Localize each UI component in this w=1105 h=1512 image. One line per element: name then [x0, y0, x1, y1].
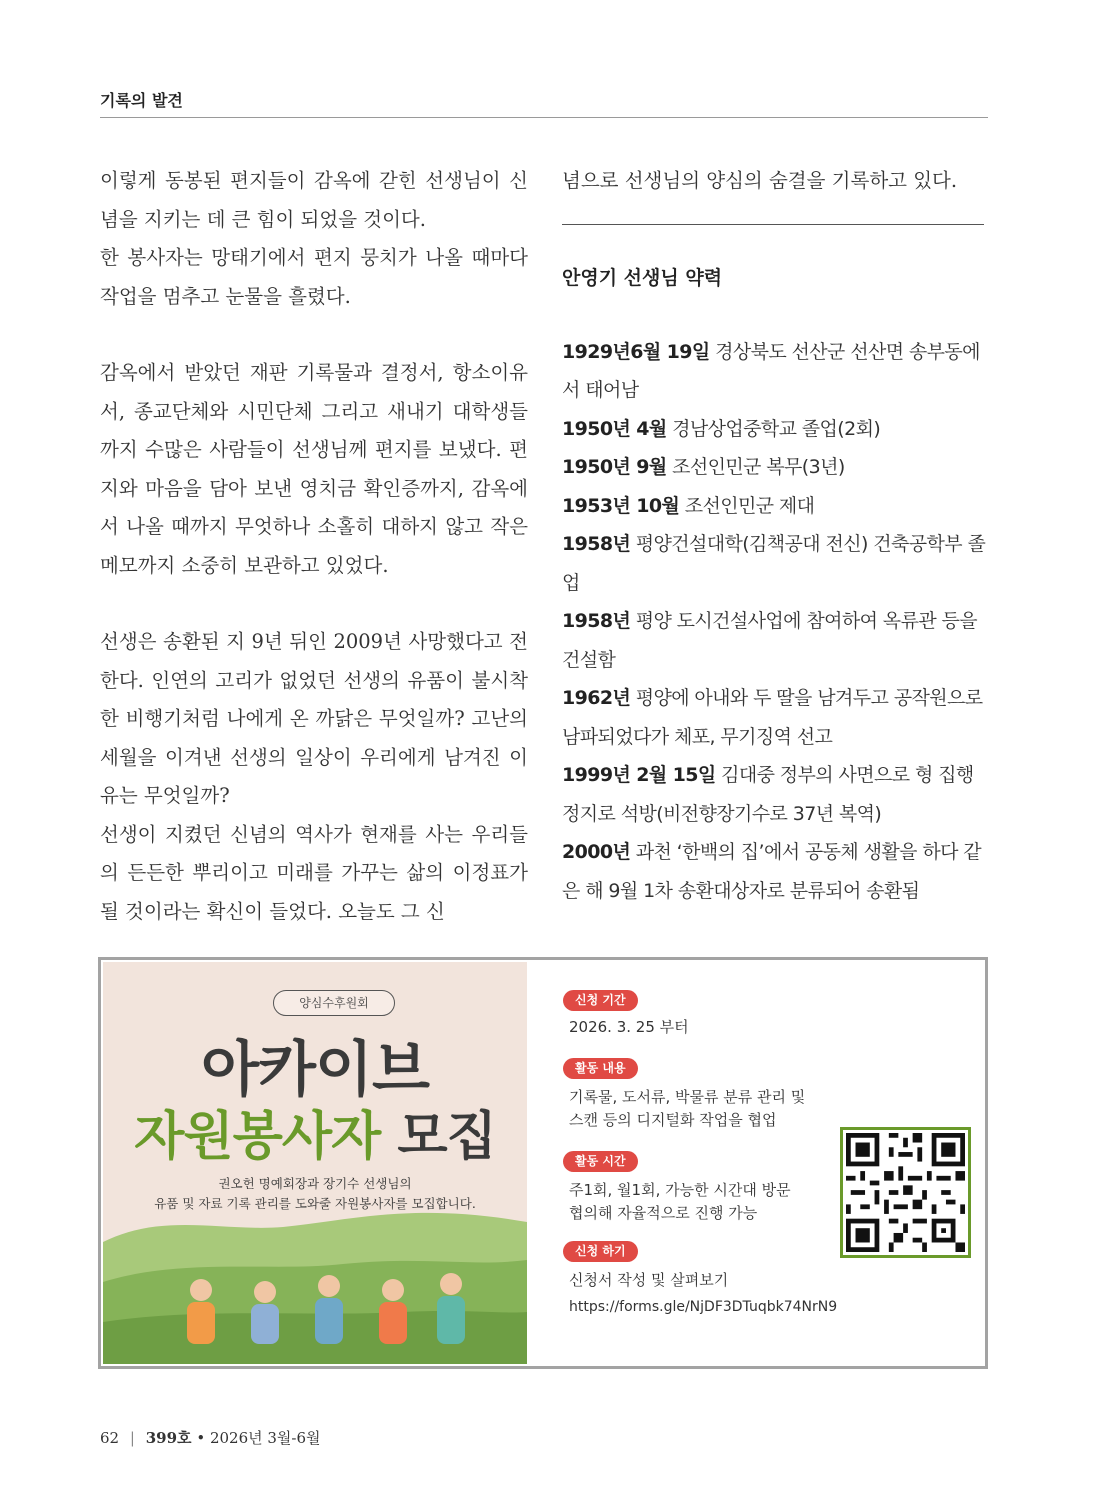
- label-activity-content: 활동 내용: [563, 1058, 638, 1079]
- paragraph: 선생이 지켰던 신념의 역사가 현재를 사는 우리들의 든든한 뿌리이고 미래를 가꾸는 삶의 이정표가 될 것이라는 확신이 들었다. 오늘도 그 신: [100, 822, 528, 923]
- label-apply: 신청 하기: [563, 1241, 638, 1262]
- banner-title: 아카이브: [201, 1035, 429, 1105]
- bio-item: 1953년 10월 조선인민군 제대: [562, 494, 815, 517]
- left-column: [100, 162, 528, 931]
- paragraph-continuation: 념으로 선생님의 양심의 숨결을 기록하고 있다.: [562, 169, 958, 192]
- right-column: [562, 162, 988, 910]
- paragraph: 이렇게 동봉된 편지들이 감옥에 갇힌 선생님이 신념을 지키는 데 큰 힘이 되었을 것이다.: [100, 169, 528, 231]
- bio-item: 1950년 4월 경남상업중학교 졸업(2회): [562, 417, 881, 440]
- bio-list: [562, 333, 988, 911]
- bio-item: 1999년 2월 15일 김대중 정부의 사면으로 형 집행정지로 석방(비전향장기수로 37년 복역): [562, 764, 974, 825]
- label-activity-time: 활동 시간: [563, 1151, 638, 1172]
- qr-code[interactable]: [840, 1127, 971, 1258]
- bio-item: 1958년 평양건설대학(김책공대 전신) 건축공학부 졸업: [562, 533, 986, 594]
- bio-item: 1958년 평양 도시건설사업에 참여하여 옥류관 등을 건설함: [562, 610, 978, 671]
- section-divider: [562, 224, 984, 225]
- organization-badge: 양심수후원회: [273, 990, 395, 1016]
- detail-text: 기록물, 도서류, 박물류 분류 관리 및: [569, 1088, 806, 1106]
- banner-subtitle: 자원봉사자 모집: [134, 1107, 496, 1167]
- banner-poster: [103, 962, 527, 1364]
- paragraph: 감옥에서 받았던 재판 기록물과 결정서, 항소이유서, 종교단체와 시민단체 그리고 새내기 대학생들까지 수많은 사람들이 선생님께 편지를 보냈다. 편지와 마음을 담아 보낸 영치금 확인증까지, 감옥에서 나올 때까지 무엇하나 소홀히 대하지 않고 작은 메모까지 소중히 보관하고 있었다.: [100, 361, 528, 577]
- banner-description: 권오헌 명예회장과 장기수 선생님의 유품 및 자료 기록 관리를 도와줄 자원봉사자를 모집합니다.: [154, 1176, 476, 1211]
- volunteer-banner: [98, 957, 988, 1369]
- issue-number: 399호: [145, 1429, 192, 1447]
- issue-date: 2026년 3월-6월: [209, 1429, 321, 1447]
- label-application-period: 신청 기간: [563, 990, 638, 1011]
- paragraph: 선생은 송환된 지 9년 뒤인 2009년 사망했다고 전한다. 인연의 고리가 없었던 선생의 유품이 불시착한 비행기처럼 나에게 온 까닭은 무엇일까? 고난의 세월을 이겨낸 선생의 일상이 우리에게 남겨진 이유는 무엇일까?: [100, 630, 528, 807]
- bio-item: 1929년6월 19일 경상북도 선산군 선산면 송부동에서 태어남: [562, 340, 980, 401]
- bio-item: 2000년 과천 ‘한백의 집’에서 공동체 생활을 하다 같은 해 9월 1차 송환대상자로 분류되어 송환됨: [562, 841, 982, 902]
- bio-item: 1950년 9월 조선인민군 복무(3년): [562, 456, 845, 478]
- detail-text: 협의해 자율적으로 진행 가능: [569, 1204, 758, 1222]
- qr-code-pattern: [846, 1133, 965, 1252]
- page-number: 62: [100, 1429, 120, 1447]
- detail-text: 스캔 등의 디지털화 작업을 협업: [569, 1111, 777, 1129]
- bio-item: 1962년 평양에 아내와 두 딸을 남겨두고 공작원으로 남파되었다가 체포, 무기징역 선고: [562, 687, 983, 748]
- section-label: 기록의 발견: [100, 91, 183, 110]
- detail-text: 주1회, 월1회, 가능한 시간대 방문: [569, 1181, 791, 1199]
- paragraph: 한 봉사자는 망태기에서 편지 뭉치가 나올 때마다 작업을 멈추고 눈물을 흘렸다.: [100, 246, 528, 308]
- header-divider: [100, 117, 988, 118]
- page-footer: 62 | 399호 • 2026년 3월-6월: [100, 1429, 321, 1447]
- detail-text: 2026. 3. 25 부터: [569, 1018, 689, 1036]
- bio-title: 안영기 선생님 약력: [562, 266, 723, 289]
- application-link[interactable]: https://forms.gle/NjDF3DTuqbk74NrN9: [569, 1299, 838, 1315]
- detail-text: 신청서 작성 및 살펴보기: [569, 1271, 729, 1289]
